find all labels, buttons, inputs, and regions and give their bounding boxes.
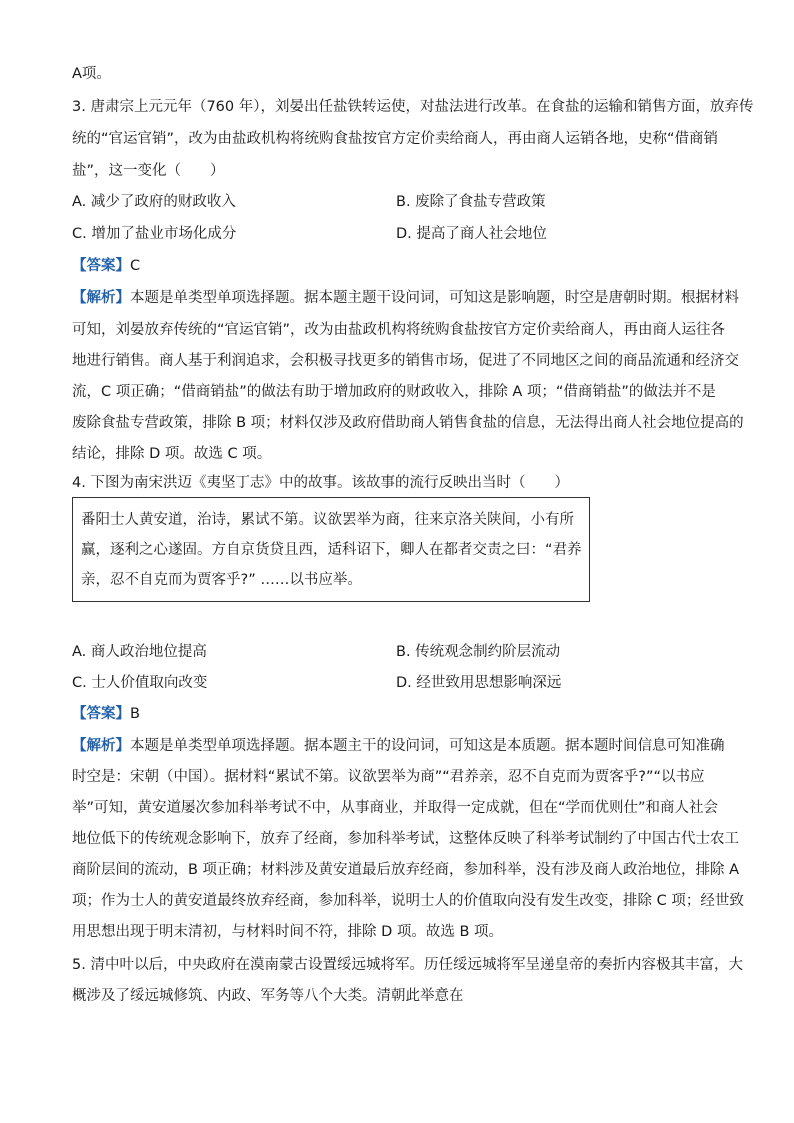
- q4-option-c: C. 士人价值取向改变: [72, 675, 208, 691]
- answer-label: 【答案】: [72, 706, 130, 722]
- answer-label: 【答案】: [72, 258, 130, 274]
- analysis-text: 本题是单类型单项选择题。据本题主干的设问词，可知这是本质题。据本题时间信息可知准确: [130, 738, 725, 754]
- previous-question-tail: A项。: [72, 66, 111, 82]
- q3-stem-line: 统的“官运官销”，改为由盐政机构将统购食盐按官方定价卖给商人，再由商人运销各地，史称“借商销: [72, 131, 719, 147]
- q3-analysis-line: 可知，刘晏放弃传统的“官运官销”，改为由盐政机构将统购食盐按官方定价卖给商人，再由商人运往各: [72, 322, 726, 338]
- q3-analysis-line: 地进行销售。商人基于利润追求，会积极寻找更多的销售市场，促进了不同地区之间的商品流通和经济交: [72, 353, 739, 369]
- q4-option-b: B. 传统观念制约阶层流动: [396, 644, 561, 660]
- q4-analysis-line: 举”可知，黄安道屡次参加科举考试不中，从事商业，并取得一定成就，但在“学而优则仕”和商人社会: [72, 800, 719, 816]
- q3-analysis-line: 流，C 项正确；“借商销盐”的做法有助于增加政府的财政收入，排除 A 项；“借商销盐”的做法并不是: [72, 384, 716, 400]
- q4-analysis-line: 项；作为士人的黄安道最终放弃经商，参加科举，说明士人的价值取向没有发生改变，排除 C 项；经世致: [72, 893, 744, 909]
- q3-stem-line: 盐”，这一变化（ ）: [72, 163, 225, 179]
- q4-analysis-line: 用思想出现于明末清初，与材料时间不符，排除 D 项。故选 B 项。: [72, 924, 504, 940]
- q3-option-d: D. 提高了商人社会地位: [396, 226, 547, 242]
- q4-analysis-line: [72, 736, 725, 756]
- q4-analysis-line: 时空是：宋朝（中国）。据材料“累试不第。议欲罢举为商”“君养亲，忍不自克而为贾客乎?”“以书应: [72, 769, 705, 785]
- q4-analysis-line: 商阶层间的流动，B 项正确；材料涉及黄安道最后放弃经商，参加科举，没有涉及商人政治地位，排除 A: [72, 862, 740, 878]
- answer-value: C: [130, 258, 141, 274]
- q3-stem-line: 3. 唐肃宗上元元年（760 年），刘晏出任盐铁转运使，对盐法进行改革。在食盐的运输和销售方面，放弃传: [72, 99, 754, 115]
- q3-option-b: B. 废除了食盐专营政策: [396, 194, 546, 210]
- q3-answer: [72, 256, 140, 276]
- q3-option-c: C. 增加了盐业市场化成分: [72, 226, 237, 242]
- q4-answer: [72, 704, 140, 724]
- analysis-label: 【解析】: [72, 290, 130, 306]
- q4-analysis-line: 地位低下的传统观念影响下，放弃了经商，参加科举考试，这整体反映了科举考试制约了中国古代士农工: [72, 831, 739, 847]
- quote-line: 亲，忍不自克而为贾客乎?” ……以书应举。: [81, 572, 362, 588]
- q4-option-a: A. 商人政治地位提高: [72, 644, 207, 660]
- q4-stem: 4. 下图为南宋洪迈《夷坚丁志》中的故事。该故事的流行反映出当时（ ）: [72, 475, 569, 491]
- q3-analysis-line: [72, 288, 739, 308]
- quote-line: 赢，逐利之心遂固。方自京货贷且西，适科诏下，卿人在都者交责之曰：“君养: [81, 542, 582, 558]
- q3-analysis-line: 结论，排除 D 项。故选 C 项。: [72, 446, 272, 462]
- q5-stem-line: 5. 清中叶以后，中央政府在漠南蒙古设置绥远城将军。历任绥远城将军呈递皇帝的奏折内容极其丰富，大: [72, 957, 743, 973]
- analysis-label: 【解析】: [72, 738, 130, 754]
- q3-analysis-line: 废除食盐专营政策，排除 B 项；材料仅涉及政府借助商人销售食盐的信息，无法得出商人社会地位提高的: [72, 415, 744, 431]
- q3-option-a: A. 减少了政府的财政收入: [72, 194, 236, 210]
- q5-stem-line: 概涉及了绥远城修筑、内政、军务等八个大类。清朝此举意在: [72, 988, 464, 1004]
- answer-value: B: [130, 706, 140, 722]
- q4-option-d: D. 经世致用思想影响深远: [396, 675, 562, 691]
- quote-line: 番阳士人黄安道，治诗，累试不第。议欲罢举为商，往来京洛关陕间，小有所: [81, 512, 574, 528]
- analysis-text: 本题是单类型单项选择题。据本题主题干设问词，可知这是影响题，时空是唐朝时期。根据材料: [130, 290, 739, 306]
- q4-source-quote-box: [72, 497, 590, 602]
